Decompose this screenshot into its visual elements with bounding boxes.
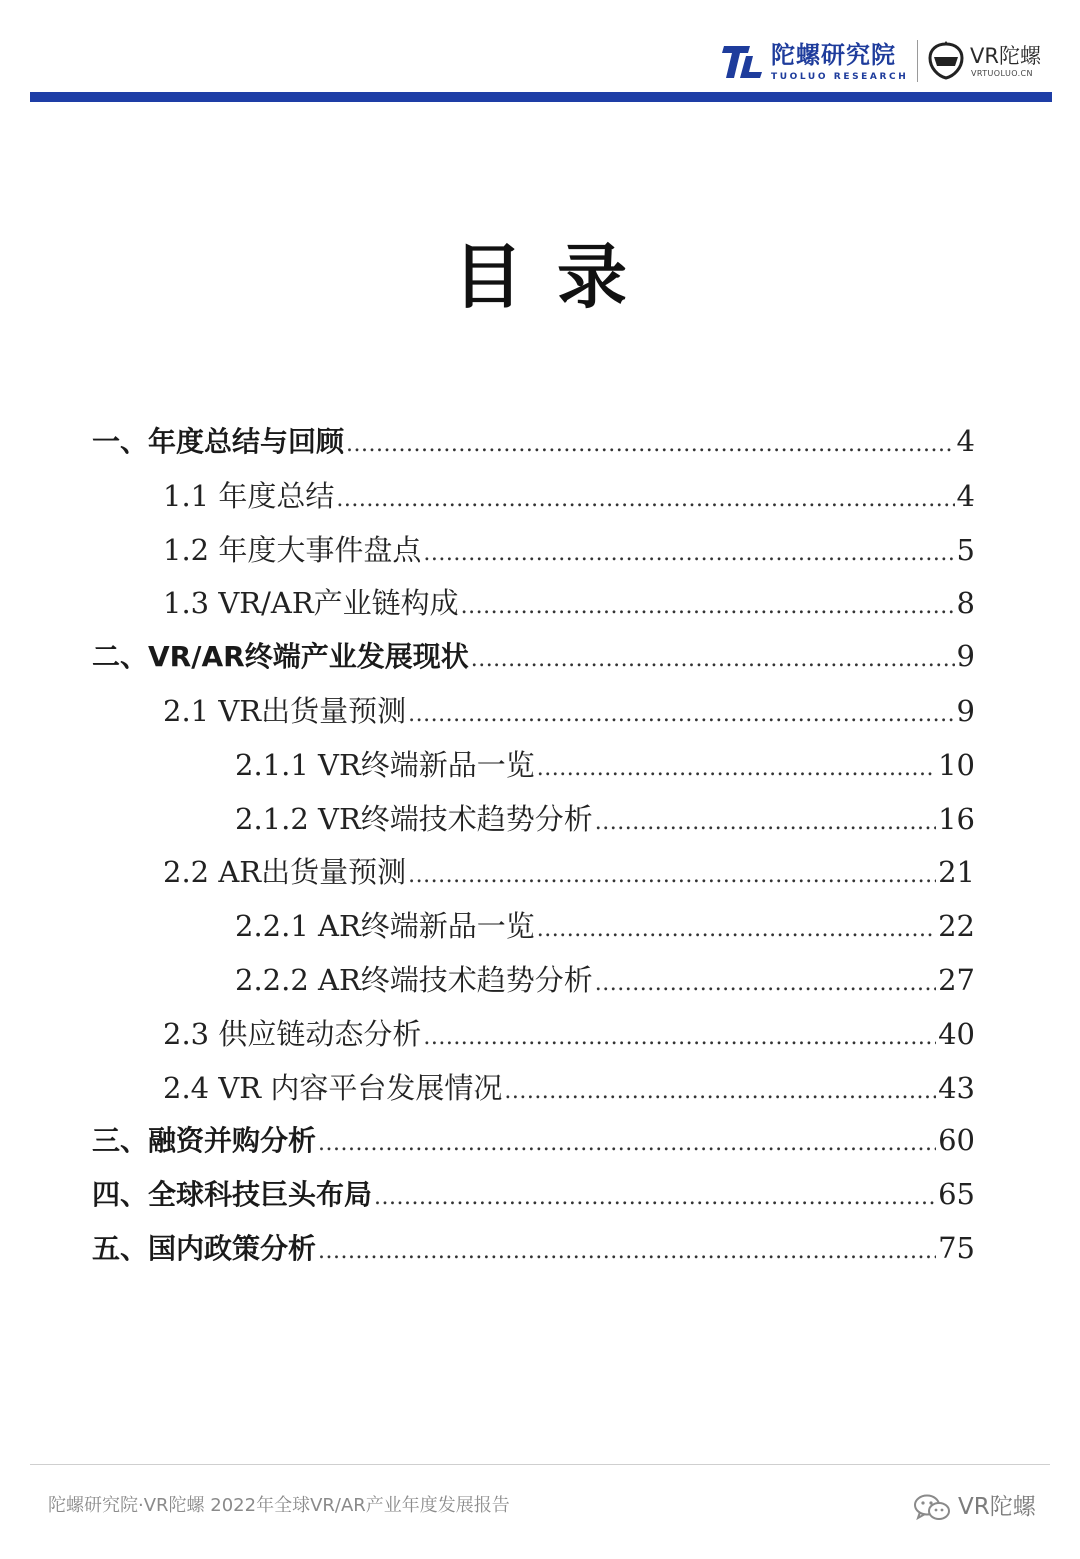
toc-dot-leader: [423, 541, 954, 566]
vr-tuoluo-helmet-icon: [926, 40, 966, 82]
toc-dot-leader: [374, 1185, 936, 1210]
toc-entry-page-number: 8: [956, 586, 975, 620]
toc-entry-page-number: 43: [938, 1071, 975, 1105]
toc-entry[interactable]: [163, 581, 975, 625]
toc-entry-label: 五、国内政策分析: [92, 1232, 317, 1265]
wechat-account-label: VR陀螺: [958, 1494, 1036, 1520]
toc-dot-leader: [471, 647, 955, 672]
toc-entry-page-number: 4: [956, 479, 975, 513]
toc-dot-leader: [408, 702, 954, 727]
toc-entry[interactable]: [163, 850, 975, 894]
toc-entry-label: 2.3 供应链动态分析: [163, 1017, 422, 1051]
toc-entry-page-number: 75: [938, 1231, 975, 1265]
vr-tuoluo-logo-text: VR陀螺: [970, 44, 1041, 68]
toc-entry-label: 2.1.2 VR终端技术趋势分析: [235, 802, 593, 836]
toc-entry-label: 2.4 VR 内容平台发展情况: [163, 1071, 503, 1105]
toc-entry-label: 1.3 VR/AR产业链构成: [163, 586, 459, 620]
toc-dot-leader: [346, 432, 955, 457]
toc-entry-label: 1.2 年度大事件盘点: [163, 533, 422, 567]
toc-entry[interactable]: [92, 1173, 975, 1217]
toc-entry-label: 2.1 VR出货量预测: [163, 694, 407, 728]
footer-report-title: 陀螺研究院·VR陀螺 2022年全球VR/AR产业年度发展报告: [48, 1495, 510, 1516]
toc-dot-leader: [318, 1131, 936, 1156]
toc-entry-page-number: 27: [938, 963, 975, 997]
wechat-icon: [912, 1493, 952, 1523]
toc-entry-label: 1.1 年度总结: [163, 479, 335, 513]
toc-entry[interactable]: [92, 1119, 975, 1163]
toc-entry-page-number: 22: [938, 909, 975, 943]
footer-rule: [30, 1464, 1050, 1465]
toc-entry[interactable]: [235, 958, 975, 1002]
brand-name-en: TUOLUO RESEARCH: [771, 72, 909, 82]
toc-entry[interactable]: [235, 743, 975, 787]
vr-tuoluo-url: VRTUOLUO.CN: [971, 69, 1033, 78]
toc-dot-leader: [318, 1239, 936, 1264]
toc-entry-label: 二、VR/AR终端产业发展现状: [92, 640, 469, 673]
toc-entry-page-number: 9: [956, 694, 975, 728]
toc-entry-label: 2.2 AR出货量预测: [163, 855, 407, 889]
page-title: 目录: [453, 236, 661, 318]
toc-entry-label: 一、年度总结与回顾: [92, 425, 345, 458]
brand-name-cn: 陀螺研究院: [771, 41, 896, 69]
header-divider: [917, 40, 918, 82]
toc-entry[interactable]: [163, 528, 975, 572]
toc-entry-label: 2.1.1 VR终端新品一览: [235, 748, 535, 782]
toc-entry-label: 四、全球科技巨头布局: [92, 1178, 373, 1211]
toc-entry[interactable]: [163, 689, 975, 733]
toc-entry-page-number: 4: [956, 424, 975, 458]
toc-dot-leader: [537, 756, 936, 781]
header-rule: [30, 92, 1052, 102]
toc-dot-leader: [423, 1025, 936, 1050]
toc-entry-page-number: 21: [938, 855, 975, 889]
toc-dot-leader: [408, 863, 936, 888]
toc-entry-page-number: 16: [938, 802, 975, 836]
toc-entry[interactable]: [235, 797, 975, 841]
toc-dot-leader: [537, 917, 936, 942]
toc-entry-page-number: 65: [938, 1177, 975, 1211]
toc-dot-leader: [461, 594, 955, 619]
toc-entry-page-number: 40: [938, 1017, 975, 1051]
toc-entry-label: 2.2.2 AR终端技术趋势分析: [235, 963, 593, 997]
toc-entry[interactable]: [163, 1066, 975, 1110]
toc-entry[interactable]: [92, 635, 975, 679]
toc-entry-page-number: 60: [938, 1123, 975, 1157]
toc-entry[interactable]: [163, 1012, 975, 1056]
toc-dot-leader: [504, 1079, 936, 1104]
toc-entry-page-number: 9: [956, 639, 975, 673]
toc-entry-page-number: 10: [938, 748, 975, 782]
toc-dot-leader: [595, 810, 936, 835]
toc-entry[interactable]: [235, 904, 975, 948]
toc-dot-leader: [595, 971, 936, 996]
tuoluo-research-logo-icon: [722, 42, 766, 82]
toc-entry-page-number: 5: [956, 533, 975, 567]
toc-entry[interactable]: [92, 1227, 975, 1271]
toc-entry[interactable]: [92, 420, 975, 464]
toc-entry-label: 三、融资并购分析: [92, 1124, 317, 1157]
toc-dot-leader: [336, 487, 954, 512]
toc-entry-label: 2.2.1 AR终端新品一览: [235, 909, 535, 943]
toc-entry[interactable]: [163, 474, 975, 518]
page-header: [0, 0, 1080, 105]
